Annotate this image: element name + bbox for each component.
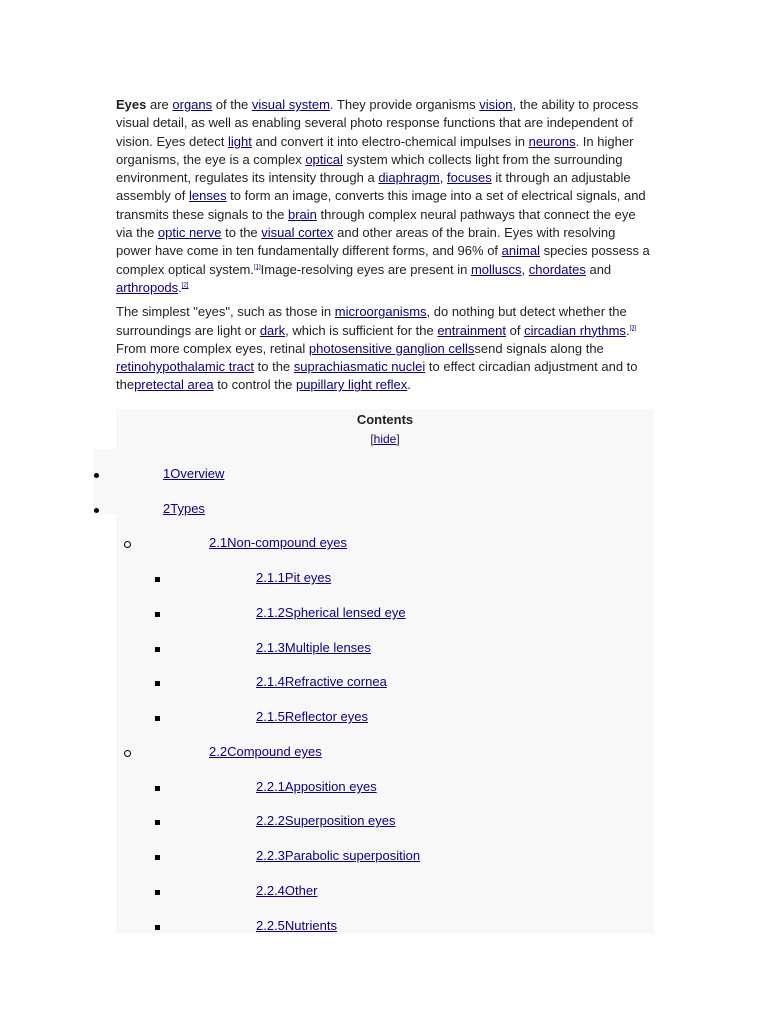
link-organs[interactable]: organs [172,97,213,112]
intro-paragraph [116,96,654,297]
link-optic-nerve[interactable]: optic nerve [157,225,222,241]
toc-hide-bracket-open: [ [370,432,374,446]
link-visual-cortex[interactable]: visual cortex [261,225,334,241]
toc-bullet-square [155,814,160,830]
link-pupillary-light-reflex[interactable]: pupillary light reflex [295,377,408,393]
link-vision[interactable]: vision [479,97,513,112]
toc-bullet-circle [124,536,131,552]
text-run: and [585,261,612,277]
text-run: . [178,279,182,295]
toc-item-number: 2.1.3 [256,640,285,655]
toc-item-number: 2.2.2 [256,813,285,828]
text-run: send signals along the [474,340,604,356]
toc-bullet-square [155,849,160,865]
toc-title: Contents [356,412,414,427]
toc-item-apposition-eyes[interactable] [256,779,377,795]
toc-item-number: 2.2.5 [256,918,285,933]
toc-bullet-square [155,919,160,935]
reference-2[interactable]: [2] [181,282,189,289]
toc-item-types[interactable] [163,501,205,517]
toc-item-number: 2.1.1 [256,570,285,585]
text-run: it through an adjustable assembly of [116,170,631,204]
text-run: are [146,97,173,112]
toc-bullet-disc [94,502,99,518]
link-dark[interactable]: dark [259,322,286,338]
text-run: , [439,170,447,186]
text-run: . [625,322,630,338]
term-eyes: Eyes [116,97,147,112]
text-run: to form an image, converts this image into a set of electrical signals, and transmits these signals to the [116,188,646,222]
toc-hide-toggle [116,432,654,446]
link-diaphragm[interactable]: diaphragm [378,170,440,186]
toc-item-label: Overview [170,466,225,481]
toc-item-overview[interactable] [163,466,224,482]
link-microorganisms[interactable]: microorganisms [334,304,427,320]
toc-bullet-square [155,675,160,691]
second-paragraph [116,303,654,394]
toc-item-label: Superposition eyes [284,813,396,828]
toc-item-number: 2.1 [209,535,228,550]
toc-item-label: Nutrients [284,918,337,933]
toc-item-multiple-lenses[interactable] [256,640,371,656]
link-light[interactable]: light [228,133,252,149]
link-animal[interactable]: animal [501,243,540,259]
toc-item-parabolic-superposition[interactable] [256,848,420,864]
link-pretectal-area[interactable]: pretectal area [134,377,214,393]
toc-item-reflector-eyes[interactable] [256,709,368,725]
text-run: and other areas of the brain. Eyes with resolving power have come in ten fundamentally different forms, and 96% of [116,225,616,259]
toc-item-label: Multiple lenses [284,640,371,655]
toc-bullet-circle [124,745,131,761]
link-chordates[interactable]: chordates [528,261,586,277]
toc-item-number: 2.2.1 [256,779,285,794]
text-run: to effect circadian adjustment and to the [116,359,638,393]
toc-item-number: 2.2 [209,744,228,759]
toc-item-compound-eyes[interactable] [209,744,322,760]
text-run: system which collects light from the surrounding environment, regulates its intensity through a [116,151,623,186]
link-retinohypothalamic-tract[interactable]: retinohypothalamic tract [116,359,255,375]
text-run: to the [221,225,262,241]
toc-item-label: Non-compound eyes [227,535,348,550]
text-run: through complex neural pathways that connect the eye via the [116,206,636,241]
toc-item-spherical-lensed-eye[interactable] [256,605,406,621]
toc-bullet-square [155,780,160,796]
toc-item-label: Refractive cornea [284,674,387,689]
toc-bullet-square [155,571,160,587]
toc-item-number: 2.1.5 [256,709,285,724]
text-run: , [521,261,529,277]
link-molluscs[interactable]: molluscs [470,261,522,277]
toc-bullet-square [155,884,160,900]
link-photosensitive-ganglion-cells[interactable]: photosensitive ganglion cells [308,340,475,356]
toc-item-refractive-cornea[interactable] [256,674,387,690]
toc-item-nutrients[interactable] [256,918,337,934]
link-entrainment[interactable]: entrainment [437,322,506,338]
reference-3[interactable]: [3] [629,325,637,332]
toc-item-number: 2.2.3 [256,848,285,863]
toc-bullet-disc [94,467,99,483]
toc-item-label: Spherical lensed eye [284,605,406,620]
text-run: and convert it into electro-chemical impulses in [251,133,529,149]
link-suprachiasmatic-nuclei[interactable]: suprachiasmatic nuclei [293,359,426,375]
toc-item-number: 2.1.2 [256,605,285,620]
text-run: , which is sufficient for the [285,322,438,338]
toc-item-number: 1 [163,466,171,481]
link-arthropods[interactable]: arthropods [116,279,179,295]
toc-item-number: 2.1.4 [256,674,285,689]
toc-item-label: Parabolic superposition [284,848,421,863]
toc-item-label: Pit eyes [284,570,332,585]
toc-bullet-square [155,710,160,726]
link-lenses[interactable]: lenses [188,188,227,204]
toc-item-other[interactable] [256,883,317,899]
toc-item-label: Apposition eyes [284,779,377,794]
text-run: From more complex eyes, retinal [116,340,309,356]
link-visual-system[interactable]: visual system [251,97,330,112]
text-run: , do nothing but detect whether the surroundings are light or [116,304,627,338]
toc-hide-link[interactable]: hide [373,432,397,446]
toc-item-non-compound-eyes[interactable] [209,535,347,551]
link-focuses[interactable]: focuses [446,170,492,186]
text-run: . [407,377,411,393]
toc-item-label: Compound eyes [227,744,322,759]
text-run: of the [212,97,252,112]
text-run: . They provide organisms [329,97,480,112]
toc-bullet-square [155,641,160,657]
article-body [116,96,654,401]
toc-item-number: 2 [163,501,171,516]
toc-item-superposition-eyes[interactable] [256,813,396,829]
text-run: to control the [213,377,296,393]
toc-item-pit-eyes[interactable] [256,570,331,586]
link-circadian-rhythms[interactable]: circadian rhythms [524,322,626,338]
toc-bullet-square [155,606,160,622]
link-neurons[interactable]: neurons [528,133,576,149]
toc-item-number: 2.2.4 [256,883,285,898]
reference-1[interactable]: [1] [254,264,261,271]
toc-hide-bracket-close: ] [396,432,400,446]
toc-item-label: Other [284,883,318,898]
toc-item-label: Types [170,501,205,516]
link-brain[interactable]: brain [287,206,317,222]
text-run: The simplest "eyes", such as those in [116,304,335,320]
link-optical[interactable]: optical [305,151,343,167]
text-run: species possess a complex optical system. [116,243,650,277]
toc-level2-band [124,518,654,934]
text-run: . In higher organisms, the eye is a complex [116,133,634,167]
toc-item-label: Reflector eyes [284,709,369,724]
text-run: to the [254,359,294,375]
text-run: , the ability to process visual detail, as well as enabling several photo response functions that are independent of vision. Eyes detect [116,97,639,149]
text-run: Image-resolving eyes are present in [260,261,471,277]
text-run: of [505,322,525,338]
